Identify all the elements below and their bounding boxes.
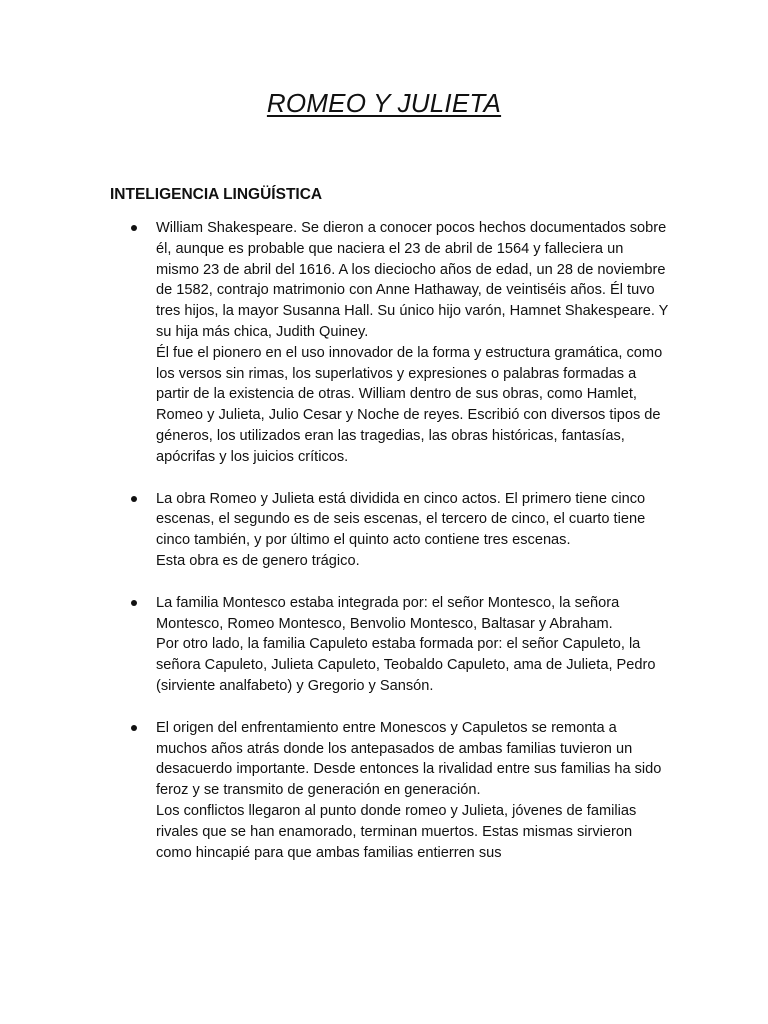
paragraph: Él fue el pionero en el uso innovador de la forma y estructura gramática, como los versos sin rimas, los superlativos y expresiones o palabras formadas a partir de la existencia de otras. William dentro de sus obras, como Hamlet, Romeo y Julieta, Julio Cesar y Noche de reyes. Escribió con diversos tipos de géneros, los utilizados eran las tragedias, las obras históricas, fantasías, apócrifas y los juicios críticos.	[156, 344, 663, 465]
paragraph: Por otro lado, la familia Capuleto estaba formada por: el señor Capuleto, la señora Capuleto, Julieta Capuleto, Teobaldo Capuleto, ama de Julieta, Pedro (sirviente analfabeto) y Gregorio y Sansón.	[156, 636, 656, 694]
bullet-icon	[131, 600, 137, 606]
list-item	[110, 489, 670, 572]
bullet-icon	[131, 725, 137, 731]
bullet-icon	[131, 225, 137, 231]
document-title: ROMEO Y JULIETA	[266, 88, 502, 118]
paragraph: La obra Romeo y Julieta está dividida en cinco actos. El primero tiene cinco escenas, el segundo es de seis escenas, el tercero de cinco, el cuarto tiene cinco también, y por último el quinto acto contiene tres escenas.	[156, 490, 646, 549]
paragraph: Los conflictos llegaron al punto donde romeo y Julieta, jóvenes de familias rivales que se han enamorado, terminan muertos. Estas mismas sirvieron como hincapié para que ambas familias entierren sus	[156, 802, 637, 861]
list-item	[110, 718, 670, 864]
bullet-icon	[131, 496, 137, 502]
paragraph: Esta obra es de genero trágico.	[156, 552, 360, 569]
section-heading: INTELIGENCIA LINGÜÍSTICA	[110, 186, 323, 203]
paragraph: William Shakespeare. Se dieron a conocer pocos hechos documentados sobre él, aunque es probable que naciera el 23 de abril de 1564 y falleciera un mismo 23 de abril del 1616. A los dieciocho años de edad, un 28 de noviembre de 1582, contrajo matrimonio con Anne Hathaway, de veintiséis años. Él tuvo tres hijos, la mayor Susanna Hall. Su único hijo varón, Hamnet Shakespeare. Y su hija más chica, Judith Quiney.	[156, 220, 669, 340]
list-item	[110, 218, 670, 468]
list-item	[110, 593, 670, 697]
bullet-list	[110, 218, 670, 884]
paragraph: El origen del enfrentamiento entre Monescos y Capuletos se remonta a muchos años atrás donde los antepasados de ambas familias tuvieron un desacuerdo importante. Desde entonces la rivalidad entre sus familias ha sido feroz y se transmito de generación en generación.	[156, 719, 662, 799]
paragraph: La familia Montesco estaba integrada por: el señor Montesco, la señora Montesco, Romeo Montesco, Benvolio Montesco, Baltasar y Abraham.	[156, 594, 620, 632]
